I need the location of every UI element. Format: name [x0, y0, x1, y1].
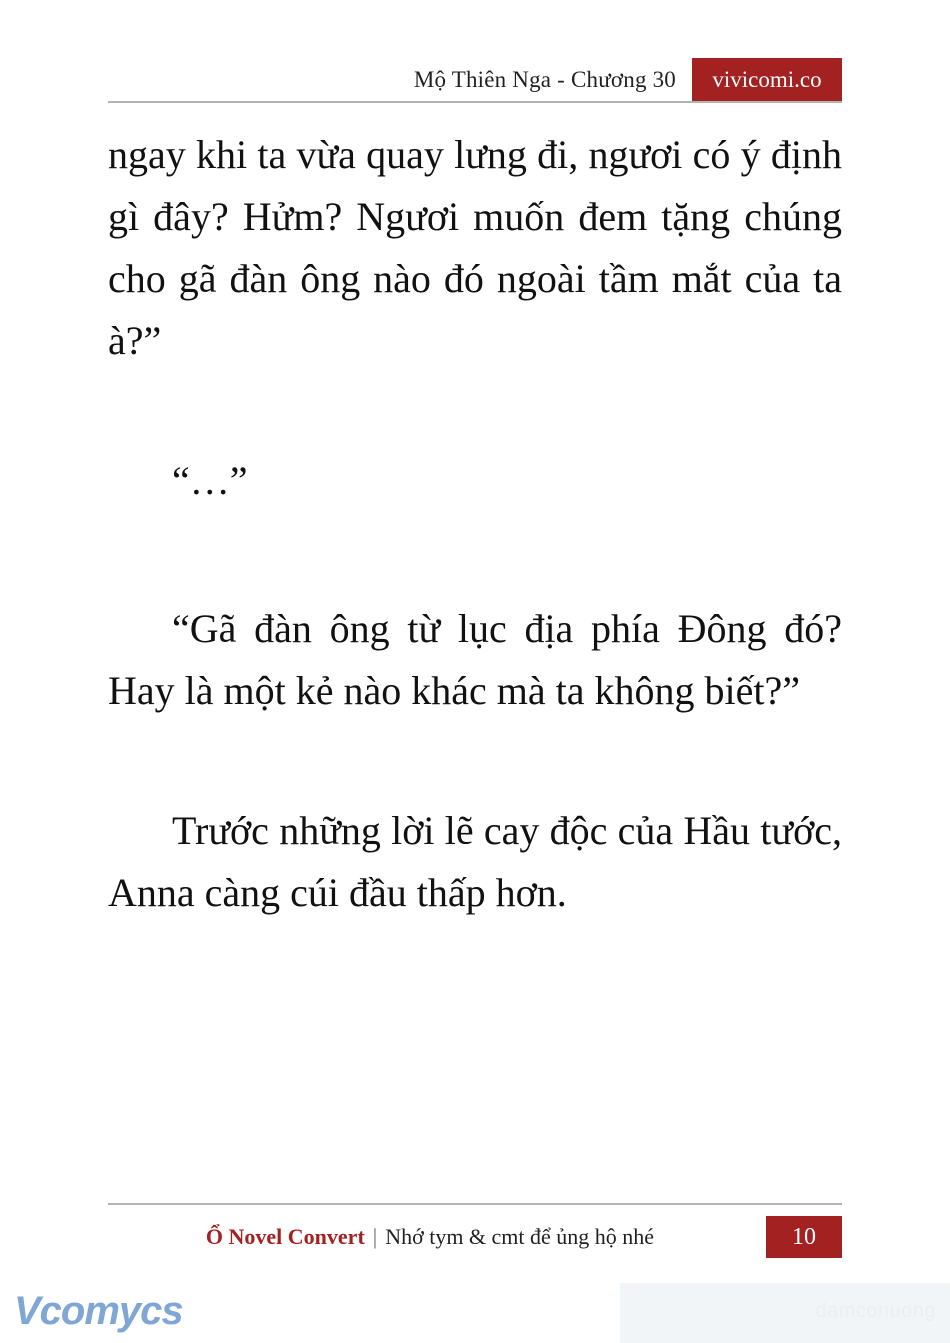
footer-note: Nhớ tym & cmt để ủng hộ nhé [385, 1224, 655, 1249]
page-number: 10 [766, 1216, 842, 1258]
paragraph-spacer [108, 372, 842, 450]
paragraph: ngay khi ta vừa quay lưng đi, ngươi có ý định gì đây? Hửm? Ngươi muốn đem tặng chúng cho gã đàn ông nào đó ngoài tầm mắt của ta à?” [108, 132, 842, 363]
paragraph-spacer [108, 512, 842, 598]
paragraph: “…” [172, 458, 248, 503]
footer-divider [108, 1203, 842, 1205]
paragraph-spacer [108, 722, 842, 800]
footer-credit [108, 1216, 766, 1258]
footer-separator: | [372, 1224, 378, 1249]
page-header [108, 58, 842, 102]
paragraph: Trước những lời lẽ cay độc của Hầu tước, Anna càng cúi đầu thấp hơn. [108, 808, 842, 915]
site-badge: vivicomi.co [692, 58, 842, 102]
chapter-title: Mộ Thiên Nga - Chương 30 [413, 67, 676, 92]
page-content [108, 124, 842, 924]
header-divider [108, 101, 842, 103]
footer-brand: Ổ Novel Convert [205, 1224, 365, 1249]
page-footer [108, 1216, 842, 1258]
paragraph: “Gã đàn ông từ lục địa phía Đông đó? Hay là một kẻ nào khác mà ta không biết?” [108, 606, 842, 713]
damconuong-watermark: damconuong [815, 1300, 936, 1322]
vcomycs-logo: Vcomycs [14, 1289, 183, 1333]
